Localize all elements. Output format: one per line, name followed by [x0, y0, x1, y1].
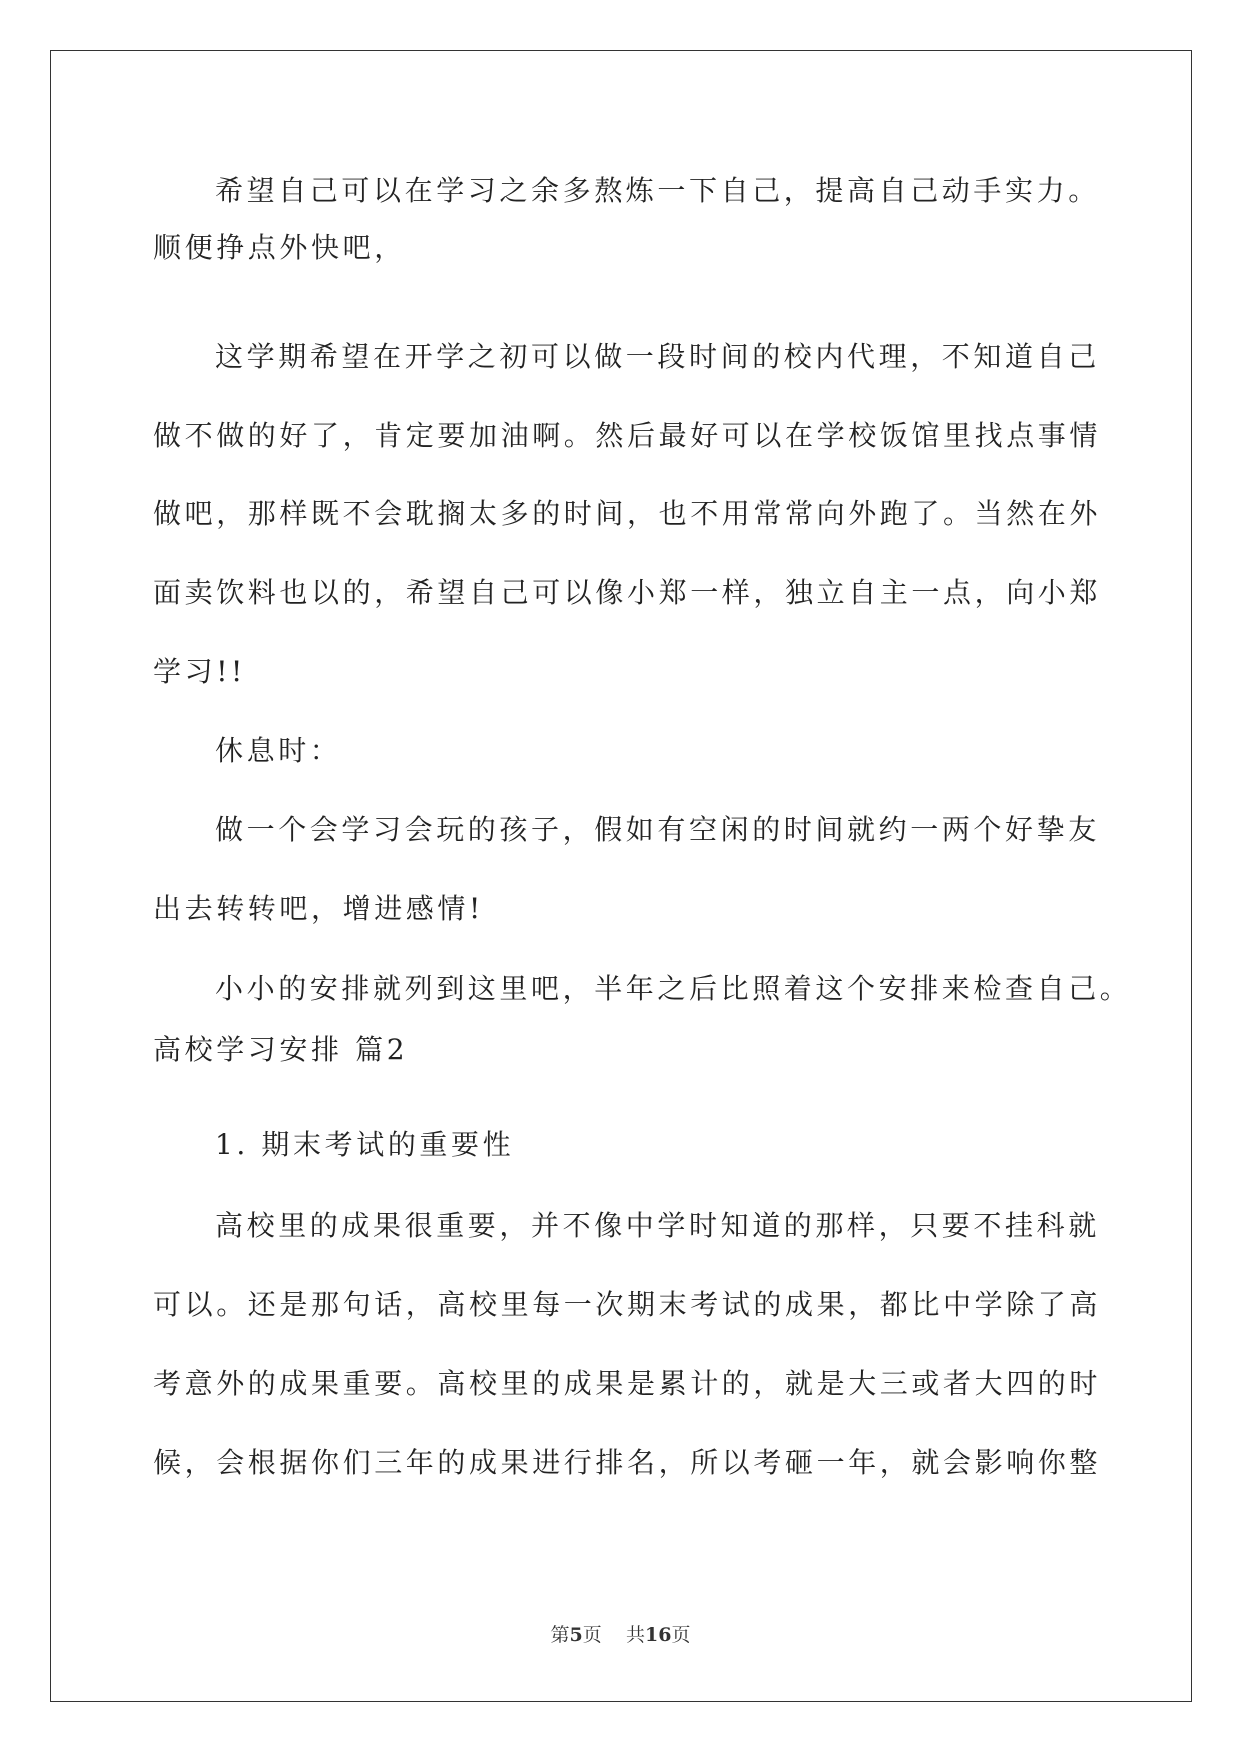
page-footer [0, 1623, 1241, 1647]
text-line: 做吧，那样既不会耽搁太多的时间，也不用常常向外跑了。当然在外 [153, 497, 1102, 530]
text-line: 休息时： [215, 734, 342, 767]
footer-page-number: 5 [569, 1624, 583, 1646]
text-line: 这学期希望在开学之初可以做一段时间的校内代理，不知道自己 [215, 340, 1100, 373]
footer-total-prefix: 共 [625, 1624, 645, 1646]
footer-total-unit: 页 [671, 1624, 691, 1646]
text-line: 面卖饮料也以的，希望自己可以像小郑一样，独立自主一点，向小郑 [153, 576, 1102, 609]
text-line: 希望自己可以在学习之余多熬炼一下自己，提高自己动手实力。 [215, 174, 1100, 207]
footer-page-prefix: 第 [550, 1624, 570, 1646]
text-line: 考意外的成果重要。高校里的成果是累计的，就是大三或者大四的时 [153, 1367, 1102, 1400]
section-heading: 高校学习安排 篇2 [153, 1033, 409, 1066]
text-line: 小小的安排就列到这里吧，半年之后比照着这个安排来检查自己。 [215, 972, 1132, 1005]
text-line: 候，会根据你们三年的成果进行排名，所以考砸一年，就会影响你整 [153, 1446, 1102, 1479]
text-line: 高校里的成果很重要，并不像中学时知道的那样，只要不挂科就 [215, 1209, 1100, 1242]
text-line: 做不做的好了，肯定要加油啊。然后最好可以在学校饭馆里找点事情 [153, 419, 1102, 452]
footer-page-unit: 页 [582, 1624, 602, 1646]
text-line: 出去转转吧，增进感情! [153, 892, 484, 925]
text-line: 可以。还是那句话，高校里每一次期末考试的成果，都比中学除了高 [153, 1288, 1102, 1321]
text-line: 顺便挣点外快吧， [153, 231, 406, 264]
subsection-heading: 1. 期末考试的重要性 [215, 1128, 515, 1161]
text-line: 做一个会学习会玩的孩子，假如有空闲的时间就约一两个好挚友 [215, 813, 1100, 846]
footer-total-pages: 16 [644, 1624, 672, 1646]
text-line: 学习!! [153, 655, 246, 688]
